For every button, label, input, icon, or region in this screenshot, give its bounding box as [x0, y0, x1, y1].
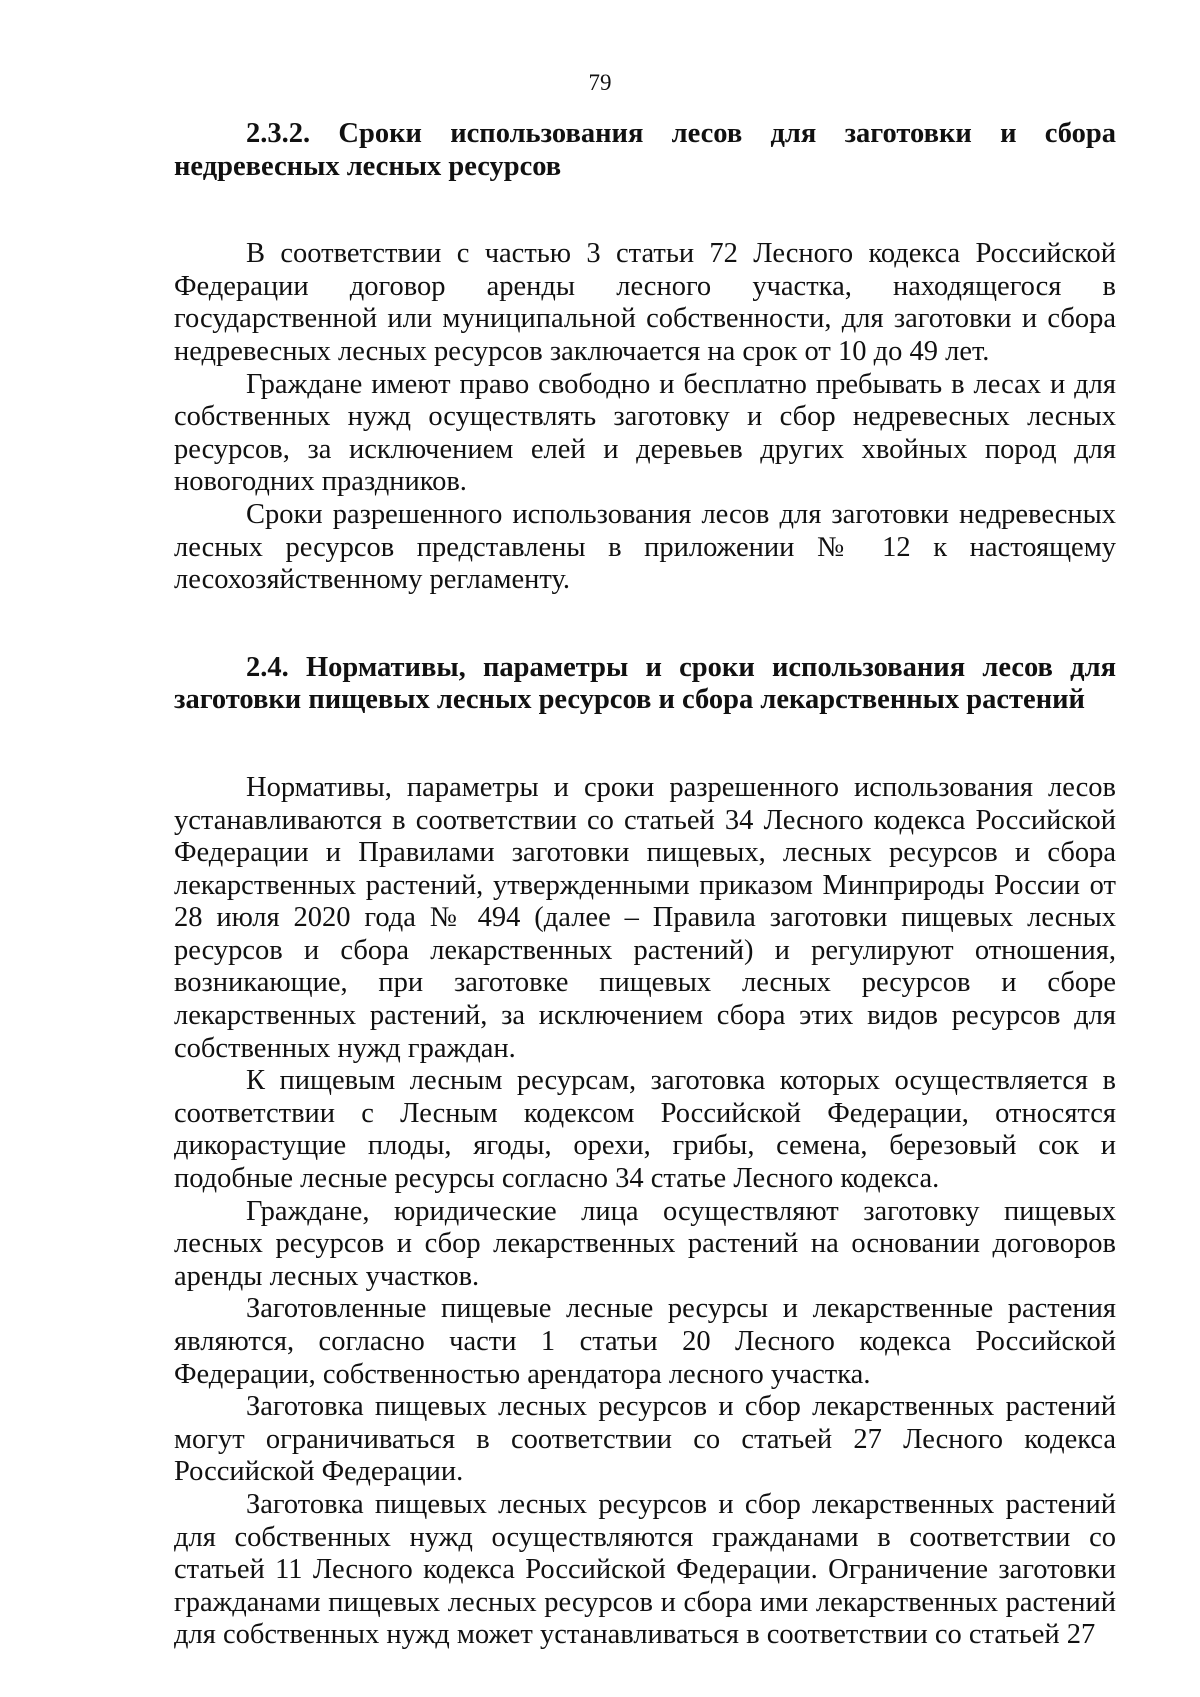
- paragraph: Заготовка пищевых лесных ресурсов и сбор лекарственных растений для собственных нужд осуществляются гражданами в соответствии со статьей 11 Лесного кодекса Российской Федерации. Ограничение заготовки гражданами пищевых лесных ресурсов и сбора ими лекарственных растений для собственных нужд может устанавливаться в соответствии со статьей 27: [174, 1488, 1116, 1651]
- paragraph: Нормативы, параметры и сроки разрешенного использования лесов устанавливаются в соответствии со статьей 34 Лесного кодекса Российской Федерации и Правилами заготовки пищевых, лесных ресурсов и сбора лекарственных растений, утвержденными приказом Минприроды России от 28 июля 2020 года № 494 (далее – Правила заготовки пищевых лесных ресурсов и сбора лекарственных растений) и регулируют отношения, возникающие, при заготовке пищевых лесных ресурсов и сборе лекарственных растений, за исключением сбора этих видов ресурсов для собственных нужд граждан.: [174, 771, 1116, 1064]
- page-number: 79: [588, 70, 612, 95]
- paragraph: В соответствии с частью 3 статьи 72 Лесного кодекса Российской Федерации договор аренды лесного участка, находящегося в государственной или муниципальной собственности, для заготовки и сбора недревесных лесных ресурсов заключается на срок от 10 до 49 лет.: [174, 238, 1116, 367]
- paragraph: Заготовленные пищевые лесные ресурсы и лекарственные растения являются, согласно части 1 статьи 20 Лесного кодекса Российской Федерации, собственностью арендатора лесного участка.: [174, 1293, 1116, 1390]
- page-content: [174, 118, 1116, 1652]
- paragraph: К пищевым лесным ресурсам, заготовка которых осуществляется в соответствии с Лесным кодексом Российской Федерации, относятся дикорастущие плоды, ягоды, орехи, грибы, семена, березовый сок и подобные лесные ресурсы согласно 34 статье Лесного кодекса.: [174, 1065, 1116, 1195]
- paragraph: Граждане, юридические лица осуществляют заготовку пищевых лесных ресурсов и сбор лекарственных растений на основании договоров аренды лесных участков.: [174, 1195, 1116, 1292]
- paragraph: Сроки разрешенного использования лесов для заготовки недревесных лесных ресурсов представлены в приложении № 12 к настоящему лесохозяйственному регламенту.: [174, 498, 1116, 596]
- paragraph: Граждане имеют право свободно и бесплатно пребывать в лесах и для собственных нужд осуществлять заготовку и сбор недревесных лесных ресурсов, за исключением елей и деревьев других хвойных пород для новогодних праздников.: [174, 368, 1116, 498]
- section-heading-2-3-2: 2.3.2. Сроки использования лесов для заготовки и сбора недревесных лесных ресурсов: [174, 118, 1116, 182]
- paragraph: Заготовка пищевых лесных ресурсов и сбор лекарственных растений могут ограничиваться в соответствии со статьей 27 Лесного кодекса Российской Федерации.: [174, 1391, 1116, 1488]
- section-heading-2-4: 2.4. Нормативы, параметры и сроки использования лесов для заготовки пищевых лесных ресурсов и сбора лекарственных растений: [174, 651, 1116, 716]
